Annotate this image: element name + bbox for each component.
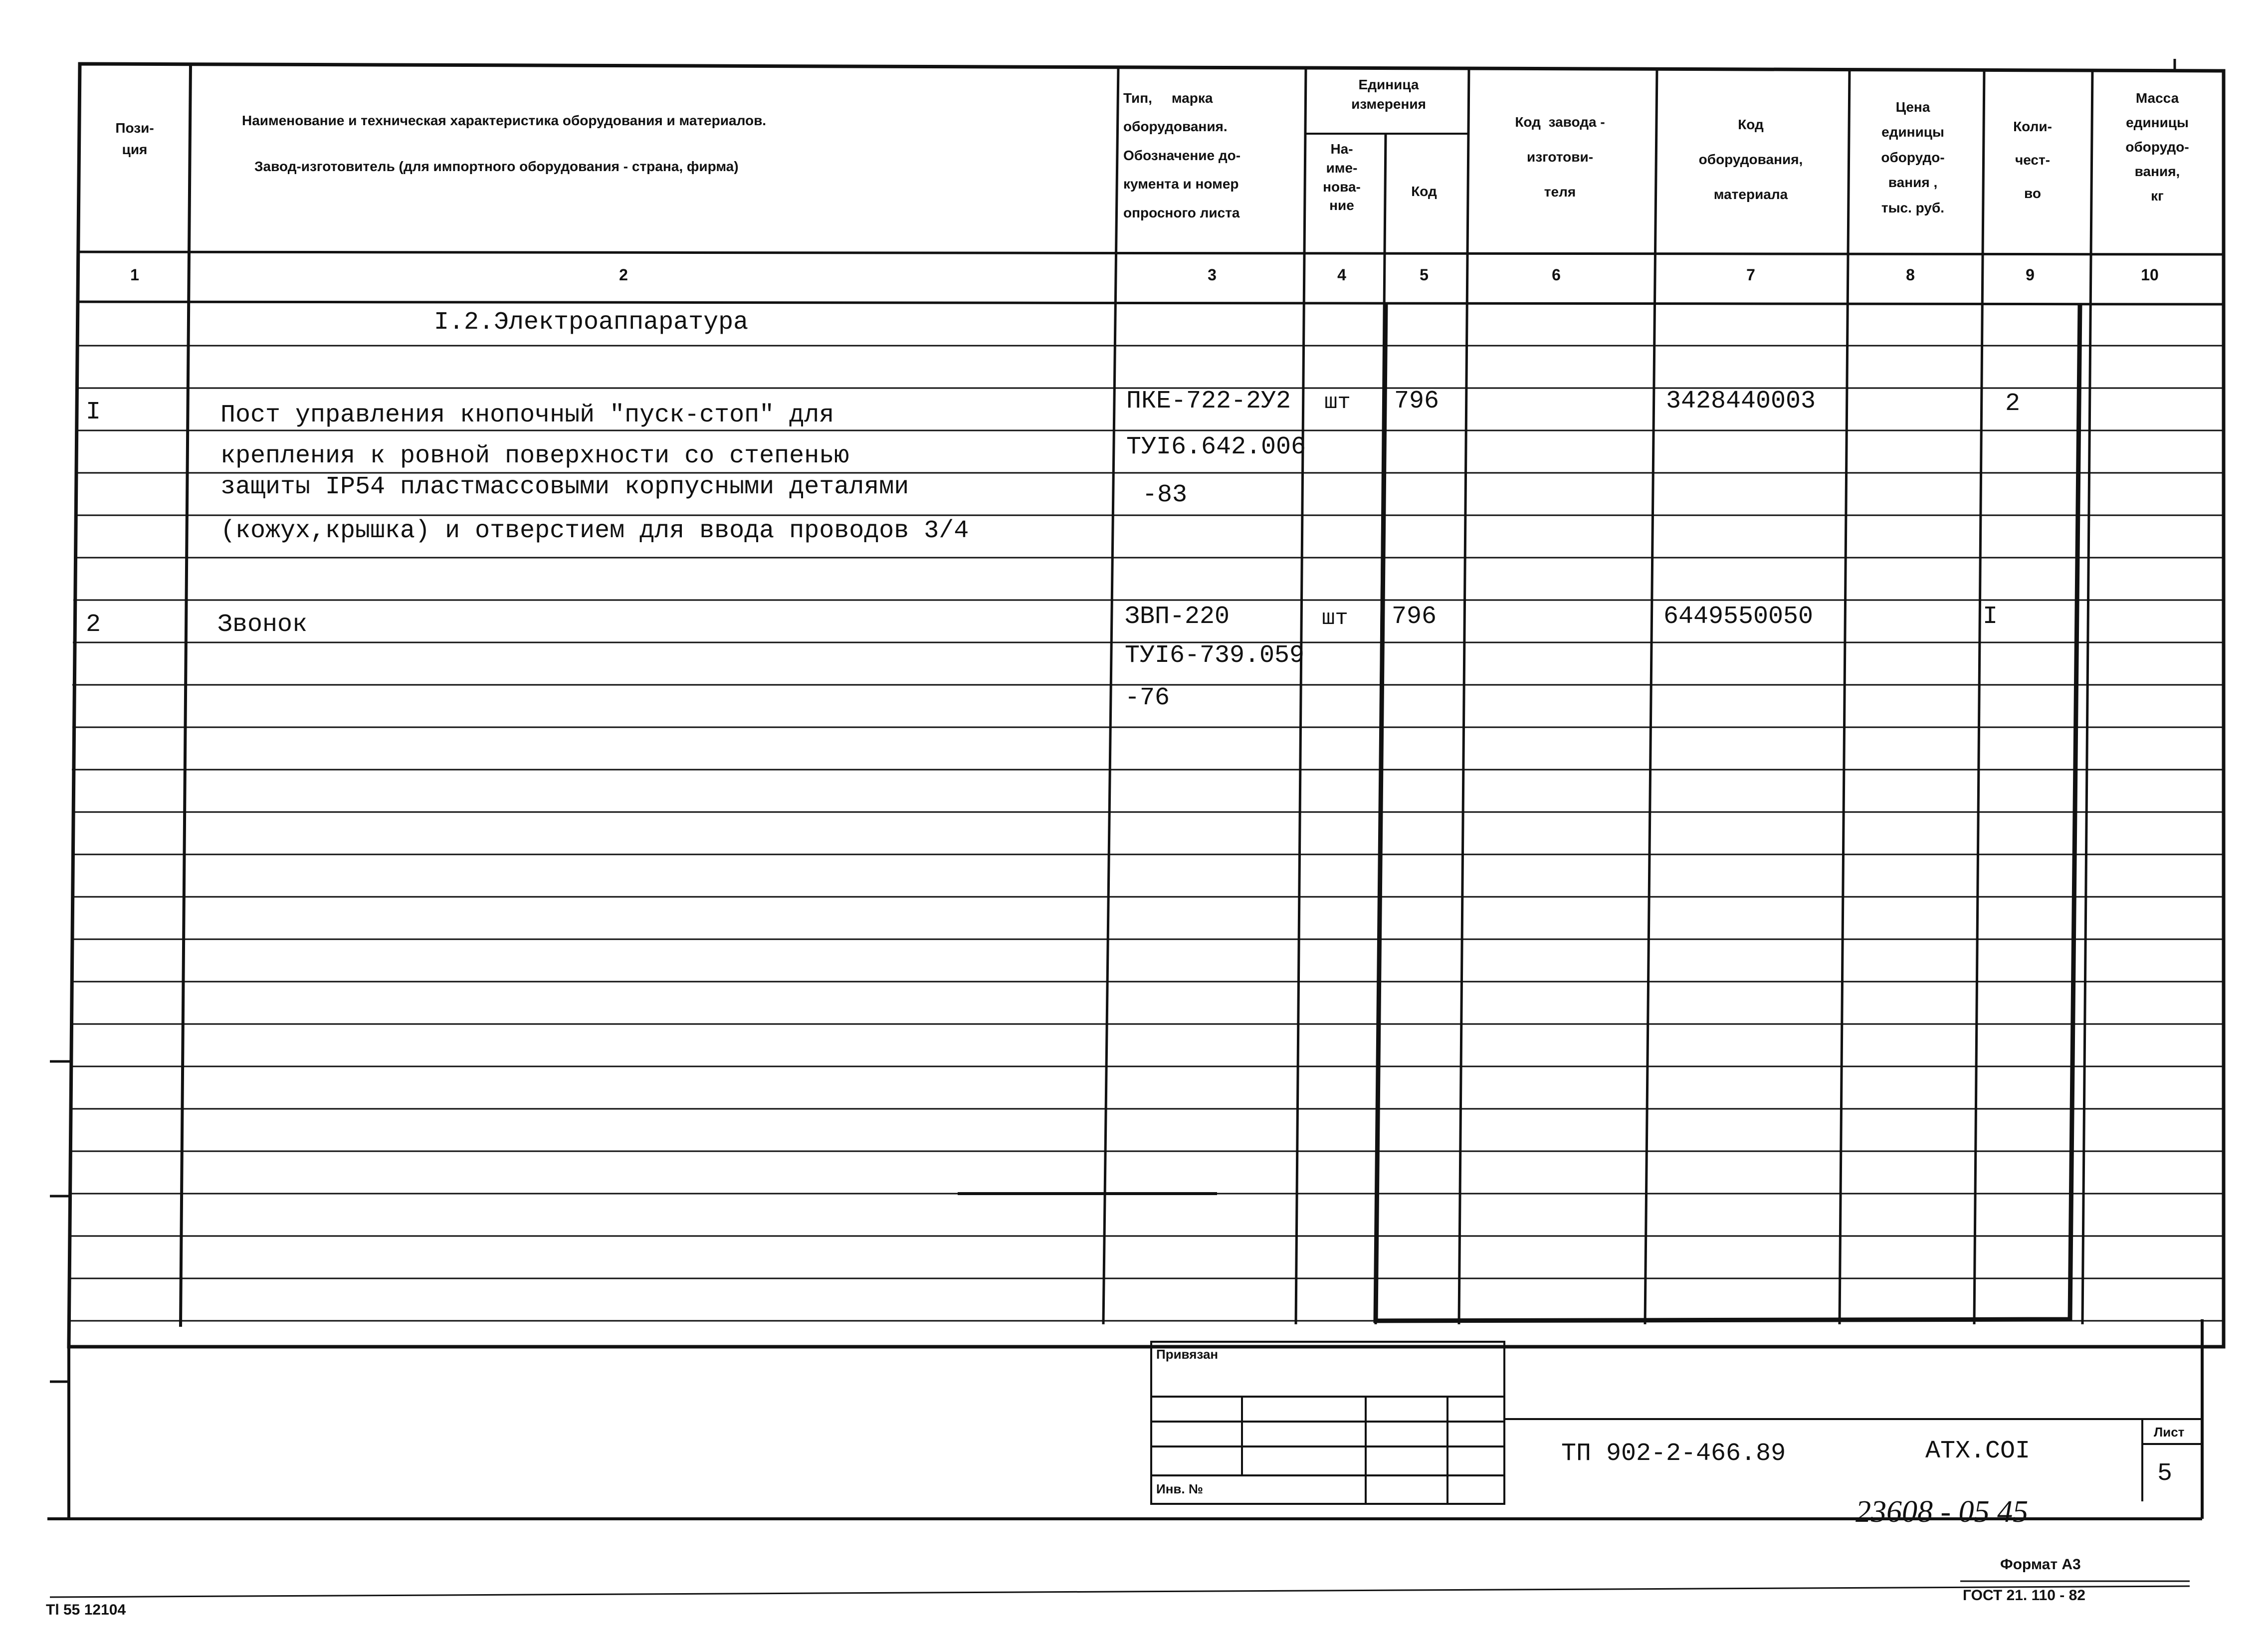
header-unit-of-measure: Единица измерения: [1351, 77, 1426, 112]
item-name-line: Пост управления кнопочный "пуск-стоп" для: [220, 401, 834, 429]
column-number: 1: [130, 266, 139, 284]
header-manufacturer-code: Код завода - изготови- теля: [1515, 114, 1605, 200]
item-unit-code: 796: [1392, 603, 1437, 631]
item-position: 2: [86, 611, 101, 639]
item-name-line: Звонок: [217, 611, 308, 639]
stamp-inventory-number: Инв. №: [1156, 1481, 1203, 1496]
header-unit-mass: Масса единицы оборудо- вания, кг: [2125, 90, 2189, 204]
header-unit-name: На- име- нова- ние: [1323, 141, 1361, 213]
gost-label: ГОСТ 21. 110 - 82: [1963, 1587, 2085, 1604]
stamp-document-number: ТП 902-2-466.89: [1561, 1440, 1786, 1468]
item-position: I: [86, 398, 101, 426]
column-number: 2: [619, 266, 628, 284]
item-type-line: ПКЕ-722-2У2: [1126, 387, 1291, 415]
column-number: 6: [1552, 266, 1561, 284]
item-type-line: -76: [1125, 684, 1170, 712]
header-name-line2: Завод-изготовитель (для импортного оборудования - страна, фирма): [254, 159, 739, 174]
tp-code-label: Tl 55 12104: [46, 1602, 126, 1618]
header-position: Пози- ция: [115, 120, 154, 158]
handwritten-number: 23608 - 05 45: [1856, 1495, 2029, 1529]
column-number: 10: [2141, 266, 2159, 284]
item-equipment-code: 3428440003: [1666, 387, 1816, 415]
item-type-line: -83: [1142, 481, 1188, 509]
column-number: 7: [1746, 266, 1755, 284]
column-number: 3: [1208, 266, 1217, 284]
item-unit-code: 796: [1394, 387, 1440, 415]
column-number: 8: [1906, 266, 1915, 284]
header-equipment-code: Код оборудования, материала: [1698, 117, 1803, 202]
column-number: 5: [1420, 266, 1429, 284]
stamp-sheet-label: Лист: [2154, 1425, 2185, 1440]
item-name-line: (кожух,крышка) и отверстием для ввода проводов 3/4: [220, 517, 969, 545]
item-type-line: ТУI6-739.059: [1125, 641, 1305, 670]
item-quantity: I: [1983, 603, 1998, 631]
item-unit: шт: [1322, 606, 1348, 631]
section-title: I.2.Электроаппаратура: [434, 308, 749, 337]
stamp-mark: АТХ.СОI: [1925, 1437, 2031, 1465]
item-equipment-code: 6449550050: [1663, 603, 1814, 631]
column-number: 4: [1337, 266, 1346, 284]
stamp-privyazan: Привязан: [1156, 1347, 1219, 1362]
column-number: 9: [2026, 266, 2035, 284]
header-unit-price: Цена единицы оборудо- вания , тыс. руб.: [1881, 99, 1945, 215]
item-type-line: ЗВП-220: [1125, 603, 1230, 631]
item-unit: шт: [1324, 390, 1351, 415]
item-quantity: 2: [2005, 390, 2021, 418]
header-name-line1: Наименование и техническая характеристика оборудования и материалов.: [242, 113, 767, 128]
item-type-line: ТУI6.642.006: [1126, 433, 1306, 461]
header-type-mark: Тип, марка оборудования. Обозначение до- кумента и номер опросного листа: [1123, 90, 1241, 220]
stamp-sheet-number: 5: [2157, 1459, 2173, 1488]
header-quantity: Коли- чест- во: [2013, 119, 2052, 202]
item-name-line: крепления к ровной поверхности со степенью: [220, 442, 849, 470]
format-label: Формат А3: [2000, 1556, 2081, 1573]
item-name-line: защиты IP54 пластмассовыми корпусными деталями: [220, 473, 909, 501]
header-unit-code: Код: [1411, 184, 1437, 199]
